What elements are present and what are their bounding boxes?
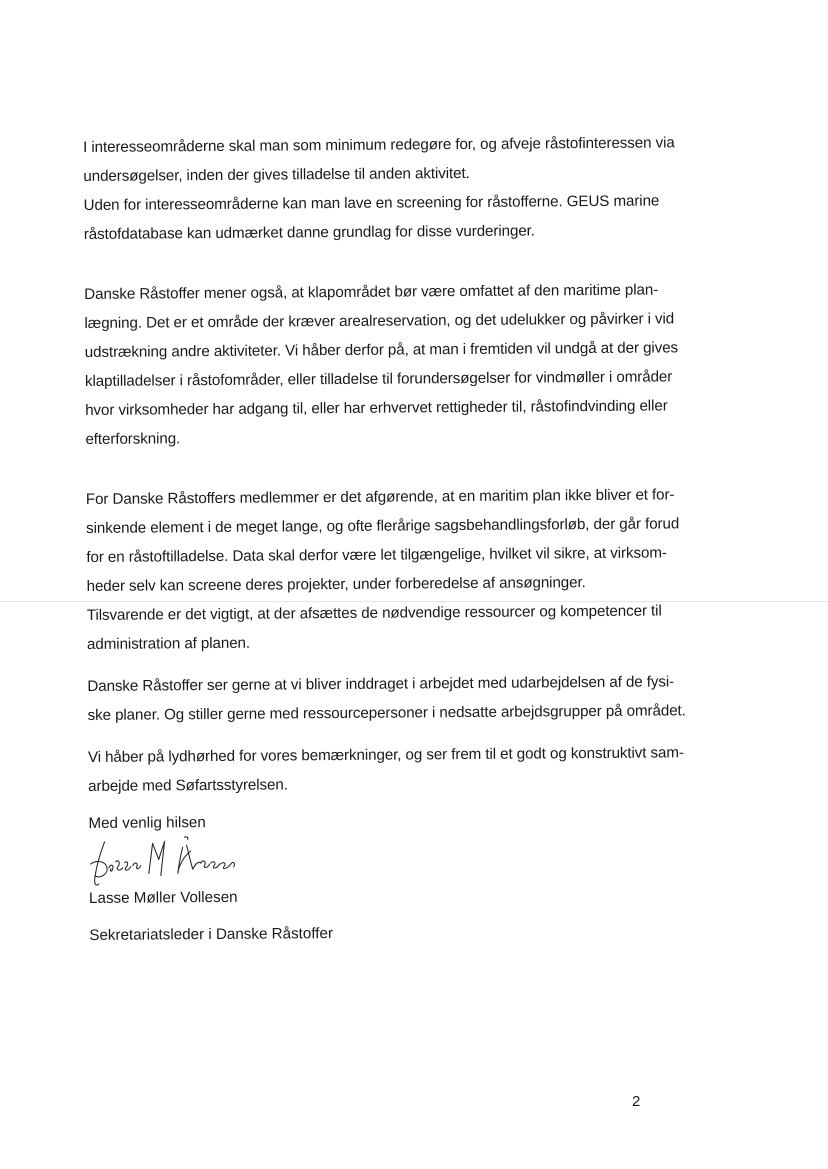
- text-line: For Danske Råstoffers medlemmer er det afgørende, at en maritim plan ikke bliver et for-: [85, 486, 675, 508]
- handwritten-signature: [83, 833, 253, 890]
- paragraph-spacer: [86, 449, 736, 485]
- page-number: 2: [632, 1093, 641, 1110]
- text-line: råstofdatabase kan udmærket danne grundlag for disse vurderinger.: [83, 222, 535, 243]
- text-line: Danske Råstoffer ser gerne at vi bliver inddraget i arbejdet med udarbejdelsen af de fysi-: [87, 673, 675, 695]
- text-line: Tilsvarende er det vigtigt, at der afsættes de nødvendige ressourcer og kompetencer til: [86, 602, 662, 624]
- text-line: klaptilladelser i råstofområder, eller tilladelse til forundersøgelser for vindmøller i områder: [84, 368, 673, 390]
- text-line: undersøgelser, inden der gives tilladelse til anden aktivitet.: [83, 164, 470, 185]
- text-line: administration af planen.: [86, 634, 251, 653]
- signer-name: Lasse Møller Vollesen: [88, 888, 238, 907]
- paragraph-hope: [88, 738, 738, 801]
- text-line: arbejde med Søfartsstyrelsen.: [88, 776, 288, 795]
- text-line: I interesseområderne skal man som minimum redegøre for, og afveje råstofinteressen via: [83, 134, 675, 156]
- text-line: heder selv kan screene deres projekter, under forberedelse af ansøgninger.: [86, 574, 586, 595]
- paragraph-dumping-area: [84, 275, 735, 454]
- text-line: udstrækning andre aktiviteter. Vi håber derfor på, at man i fremtiden vil undgå at der gives: [84, 339, 679, 361]
- closing-greeting: Med venlig hilsen: [88, 814, 206, 832]
- letter-body: [83, 128, 739, 950]
- text-line: Danske Råstoffer mener også, at klapområdet bør være omfattet af den maritime plan-: [84, 281, 659, 303]
- text-line: hvor virksomheder har adgang til, eller har erhvervet rettigheder til, råstofindvinding eller: [85, 397, 668, 419]
- text-line: Uden for interesseområderne kan man lave en screening for råstofferne. GEUS marine: [83, 192, 660, 214]
- paragraph-involvement: [87, 667, 737, 730]
- text-line: sinkende element i de meget lange, og ofte flerårige sagsbehandlingsforløb, der går forud: [86, 515, 680, 537]
- text-line: Vi håber på lydhørhed for vores bemærkninger, og ser frem til et godt og konstruktivt sam-: [87, 744, 684, 766]
- text-line: efterforskning.: [85, 430, 181, 448]
- paragraph-members: [86, 480, 737, 659]
- paragraph-spacer: [84, 244, 734, 280]
- signature-drawing: [83, 833, 253, 890]
- text-line: ske planer. Og stiller gerne med ressourcepersoner i nedsatte arbejdsgrupper på området.: [87, 702, 686, 724]
- signer-title: Sekretariatsleder i Danske Råstoffer: [89, 925, 334, 944]
- text-line: for en råstoftilladelse. Data skal derfor være let tilgængelige, hvilket vil sikre, at virksom-: [86, 544, 667, 566]
- text-line: lægning. Det er et område der kræver arealreservation, og det udelukker og påvirker i vid: [84, 310, 675, 332]
- paragraph-interest-areas: [83, 128, 734, 249]
